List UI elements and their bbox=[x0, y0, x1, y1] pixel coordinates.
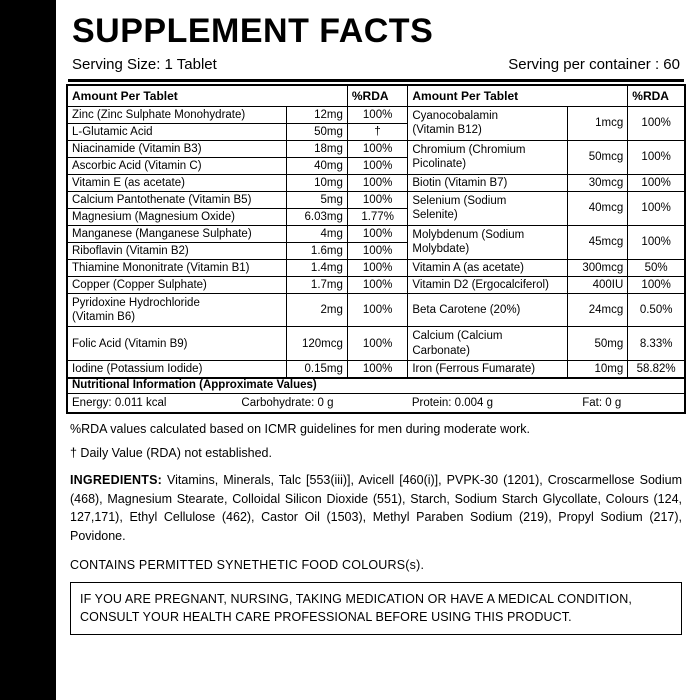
nutrient-amount: 5mg bbox=[287, 191, 347, 208]
nutrient-amount: 18mg bbox=[287, 140, 347, 157]
nutrient-amount: 24mcg bbox=[567, 293, 627, 327]
serving-size-label: Serving Size: 1 Tablet bbox=[72, 55, 217, 73]
nutritional-value: Protein: 0.004 g bbox=[411, 397, 494, 410]
nutrient-rda: 0.50% bbox=[628, 293, 685, 327]
nutrient-amount: 12mg bbox=[287, 106, 347, 123]
nutrient-amount: 10mg bbox=[567, 361, 627, 379]
nutrient-rda: 100% bbox=[628, 225, 685, 259]
table-row bbox=[67, 293, 685, 327]
nutrient-rda: 100% bbox=[347, 327, 407, 361]
nutritional-values-row bbox=[67, 394, 685, 414]
nutrient-name: Thiamine Mononitrate (Vitamin B1) bbox=[67, 259, 287, 276]
nutrient-amount: 4mg bbox=[287, 225, 347, 242]
nutrient-amount: 1.4mg bbox=[287, 259, 347, 276]
header-divider bbox=[68, 79, 684, 82]
dagger-note: † Daily Value (RDA) not established. bbox=[70, 446, 272, 461]
table-row bbox=[67, 225, 685, 242]
nutrient-name: Calcium (Calcium Carbonate) bbox=[408, 327, 567, 361]
nutrient-name: L-Glutamic Acid bbox=[67, 123, 287, 140]
nutritional-title: Nutritional Information (Approximate Values) bbox=[67, 377, 685, 394]
table-row bbox=[67, 140, 685, 157]
nutrient-amount: 1.6mg bbox=[287, 242, 347, 259]
nutrient-name: Vitamin E (as acetate) bbox=[67, 174, 287, 191]
table-header bbox=[67, 85, 685, 107]
table-row bbox=[67, 174, 685, 191]
nutritional-value: Energy: 0.011 kcal bbox=[72, 397, 167, 410]
col-left-amount: Amount Per Tablet bbox=[67, 85, 347, 107]
nutrient-amount: 120mcg bbox=[287, 327, 347, 361]
nutrient-name: Vitamin A (as acetate) bbox=[408, 259, 567, 276]
nutrient-amount: 6.03mg bbox=[287, 208, 347, 225]
nutrient-amount: 1.7mg bbox=[287, 276, 347, 293]
col-left-rda: %RDA bbox=[347, 85, 407, 107]
nutrient-name: Calcium Pantothenate (Vitamin B5) bbox=[67, 191, 287, 208]
nutrient-name: Folic Acid (Vitamin B9) bbox=[67, 327, 287, 361]
table-body bbox=[67, 106, 685, 378]
nutrient-amount: 300mcg bbox=[567, 259, 627, 276]
nutrient-rda: 100% bbox=[347, 174, 407, 191]
nutrient-rda: 100% bbox=[347, 293, 407, 327]
nutrient-amount: 50mcg bbox=[567, 140, 627, 174]
nutrient-name: Selenium (Sodium Selenite) bbox=[408, 191, 567, 225]
table-row bbox=[67, 361, 685, 379]
nutrient-amount: 40mg bbox=[287, 157, 347, 174]
nutrient-rda: 100% bbox=[628, 174, 685, 191]
nutrient-amount: 2mg bbox=[287, 293, 347, 327]
nutrient-rda: 100% bbox=[347, 276, 407, 293]
colours-statement: CONTAINS PERMITTED SYNETHETIC FOOD COLOURS(s). bbox=[70, 557, 425, 572]
nutrient-amount: 1mcg bbox=[567, 106, 627, 140]
table-row bbox=[67, 191, 685, 208]
nutrient-amount: 40mcg bbox=[567, 191, 627, 225]
nutrient-rda: 100% bbox=[628, 140, 685, 174]
nutrient-rda: 58.82% bbox=[628, 361, 685, 379]
nutrient-name: Zinc (Zinc Sulphate Monohydrate) bbox=[67, 106, 287, 123]
nutrient-amount: 400IU bbox=[567, 276, 627, 293]
nutrient-name: Iron (Ferrous Fumarate) bbox=[408, 361, 567, 379]
page-title: SUPPLEMENT FACTS bbox=[72, 12, 434, 50]
nutrient-name: Manganese (Manganese Sulphate) bbox=[67, 225, 287, 242]
nutrient-name: Riboflavin (Vitamin B2) bbox=[67, 242, 287, 259]
nutrient-name: Ascorbic Acid (Vitamin C) bbox=[67, 157, 287, 174]
label-content bbox=[66, 8, 686, 635]
nutrient-rda: 100% bbox=[628, 106, 685, 140]
serving-per-container-label: Serving per container : 60 bbox=[508, 55, 680, 73]
nutrient-rda: 100% bbox=[628, 276, 685, 293]
nutrient-name: Biotin (Vitamin B7) bbox=[408, 174, 567, 191]
nutritional-information-table bbox=[66, 377, 686, 414]
nutrient-rda: 100% bbox=[347, 191, 407, 208]
nutrient-name: Iodine (Potassium Iodide) bbox=[67, 361, 287, 379]
table-row bbox=[67, 276, 685, 293]
nutritional-value: Fat: 0 g bbox=[582, 397, 622, 410]
warning-box: IF YOU ARE PREGNANT, NURSING, TAKING MEDICATION OR HAVE A MEDICAL CONDITION, CONSULT YOUR HEALTH CARE PROFESSIONAL BEFORE USING THIS PRODUCT. bbox=[70, 582, 682, 635]
nutrient-amount: 50mg bbox=[287, 123, 347, 140]
table-row bbox=[67, 259, 685, 276]
ingredients-label: INGREDIENTS: bbox=[70, 472, 162, 487]
nutrient-rda: 100% bbox=[347, 106, 407, 123]
nutrient-rda: 100% bbox=[347, 361, 407, 379]
nutrient-amount: 50mg bbox=[567, 327, 627, 361]
nutrient-rda: 100% bbox=[347, 242, 407, 259]
nutrient-name: Vitamin D2 (Ergocalciferol) bbox=[408, 276, 567, 293]
nutrient-rda: 100% bbox=[347, 225, 407, 242]
ingredients-block bbox=[70, 471, 682, 546]
nutrient-name: Magnesium (Magnesium Oxide) bbox=[67, 208, 287, 225]
nutrient-rda: 100% bbox=[347, 259, 407, 276]
nutrient-name: Copper (Copper Sulphate) bbox=[67, 276, 287, 293]
serving-info bbox=[72, 56, 680, 73]
nutrient-rda: 50% bbox=[628, 259, 685, 276]
nutrient-amount: 45mcg bbox=[567, 225, 627, 259]
left-black-bar bbox=[0, 0, 56, 700]
nutrient-rda: † bbox=[347, 123, 407, 140]
nutritional-value: Carbohydrate: 0 g bbox=[241, 397, 334, 410]
table-row bbox=[67, 327, 685, 361]
table-row bbox=[67, 106, 685, 123]
rda-note: %RDA values calculated based on ICMR guidelines for men during moderate work. bbox=[70, 422, 530, 437]
col-right-amount: Amount Per Tablet bbox=[408, 85, 628, 107]
nutrient-name: Chromium (Chromium Picolinate) bbox=[408, 140, 567, 174]
ingredients-text: Vitamins, Minerals, Talc [553(iii)], Avicell [460(i)], PVPK-30 (1201), Croscarmellose Sodium (468), Magnesium Stearate, Colloidal Silicon Dioxide (551), Starch, Sodium Starch Glycollate, Colours (124, 127,171), Ethyl Cellulose (462), Castor Oil (1503), Methyl Paraben Sodium (219), Propyl Sodium (217), Povidone. bbox=[70, 472, 682, 544]
nutrient-rda: 100% bbox=[628, 191, 685, 225]
nutrient-name: Beta Carotene (20%) bbox=[408, 293, 567, 327]
nutrient-amount: 30mcg bbox=[567, 174, 627, 191]
supplement-facts-table bbox=[66, 84, 686, 380]
nutrient-name: Niacinamide (Vitamin B3) bbox=[67, 140, 287, 157]
nutrient-rda: 100% bbox=[347, 140, 407, 157]
col-right-rda: %RDA bbox=[628, 85, 685, 107]
nutrient-name: Pyridoxine Hydrochloride (Vitamin B6) bbox=[67, 293, 287, 327]
nutrient-name: Cyanocobalamin (Vitamin B12) bbox=[408, 106, 567, 140]
nutrient-rda: 100% bbox=[347, 157, 407, 174]
nutrient-rda: 8.33% bbox=[628, 327, 685, 361]
nutrient-rda: 1.77% bbox=[347, 208, 407, 225]
nutrient-amount: 10mg bbox=[287, 174, 347, 191]
nutrient-amount: 0.15mg bbox=[287, 361, 347, 379]
nutrient-name: Molybdenum (Sodium Molybdate) bbox=[408, 225, 567, 259]
